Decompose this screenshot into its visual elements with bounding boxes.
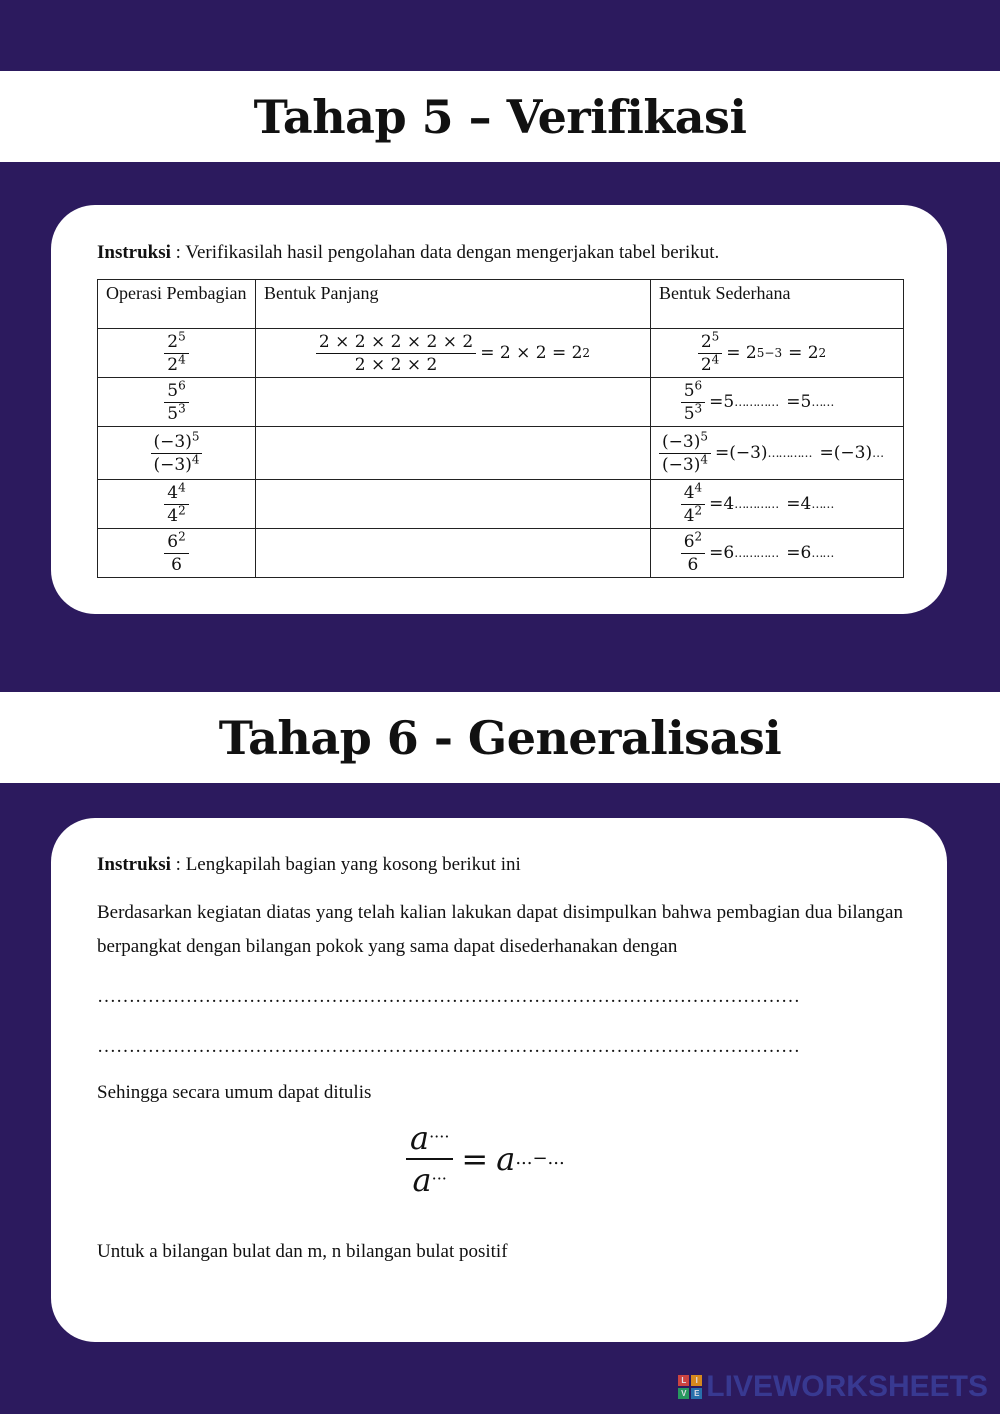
header-bentuk-panjang: Bentuk Panjang: [256, 280, 651, 329]
long-form-input-cell[interactable]: [256, 529, 651, 578]
table-row: [98, 480, 904, 529]
section5-instruction: [97, 242, 719, 264]
table-row: [98, 378, 904, 427]
table-header-row: [98, 280, 904, 329]
section6-title: Tahap 6 - Generalisasi: [218, 710, 782, 765]
liveworksheets-logo: [678, 1370, 988, 1404]
general-formula: $\frac{a^{....}}{a^{...}}$ = a ...−...: [406, 1118, 565, 1200]
operation-cell: $\frac{6^2}{6}$: [98, 529, 256, 578]
section6-title-band: [0, 692, 1000, 783]
section5-title: Tahap 5 – Verifikasi: [253, 89, 747, 144]
conclusion-paragraph: Berdasarkan kegiatan diatas yang telah kalian lakukan dapat disimpulkan bahwa pembagian dua bilangan berpangkat dengan bilangan pokok yang sama dapat disederhanakan dengan: [97, 902, 903, 957]
logo-grid-icon: L I V E: [678, 1375, 702, 1399]
operation-cell: $\frac{5^6}{5^3}$: [98, 378, 256, 427]
simple-form-cell: $\frac{6^2}{6}$ = 6 ………… = 6 ……: [651, 529, 904, 578]
simple-form-cell: $\frac{(-3)^5}{(-3)^4}$ = (−3) ………… = (−3) …: [651, 427, 904, 480]
table-row: [98, 427, 904, 480]
instruction-label: Instruksi: [97, 242, 171, 263]
footer-note: Untuk a bilangan bulat dan m, n bilangan bulat positif: [97, 1241, 508, 1262]
answer-line-2[interactable]: …………………………………………………………………………………………………: [97, 1036, 800, 1057]
operation-fraction: $\frac{2^5}{2^4}$: [164, 331, 188, 376]
section5-card: [51, 205, 947, 614]
formula-num-exp-blank[interactable]: ....: [429, 1122, 450, 1142]
long-form-input-cell[interactable]: [256, 480, 651, 529]
section5-title-band: [0, 71, 1000, 162]
table-row: [98, 529, 904, 578]
formula-den-exp-blank[interactable]: ...: [431, 1164, 447, 1184]
long-form-cell: $\frac{2 \times 2 \times 2 \times 2 \times 2}{2 \times 2 \times 2}$ = 2 × 2 = 2 2: [256, 329, 651, 378]
section6-instruction: [97, 854, 521, 876]
simple-form-cell: $\frac{2^5}{2^4}$ = 2 5−3 = 2 2: [651, 329, 904, 378]
operation-cell: $\frac{(-3)^5}{(-3)^4}$: [98, 427, 256, 480]
section6-card: [51, 818, 947, 1342]
so-text: Sehingga secara umum dapat ditulis: [97, 1082, 372, 1103]
operation-cell: $\frac{4^4}{4^2}$: [98, 480, 256, 529]
long-form-input-cell[interactable]: [256, 378, 651, 427]
long-form-input-cell[interactable]: [256, 427, 651, 480]
answer-line-1[interactable]: …………………………………………………………………………………………………: [97, 986, 800, 1007]
instruction-text: : Lengkapilah bagian yang kosong berikut ini: [175, 854, 521, 875]
logo-text: LIVEWORKSHEETS: [706, 1370, 988, 1403]
instruction-label: Instruksi: [97, 854, 171, 875]
formula-fraction: $\frac{a^{....}}{a^{...}}$: [406, 1118, 453, 1200]
table-row: [98, 329, 904, 378]
simple-form-cell: $\frac{4^4}{4^2}$ = 4 ………… = 4 ……: [651, 480, 904, 529]
header-bentuk-sederhana: Bentuk Sederhana: [651, 280, 904, 329]
operation-cell: [98, 329, 256, 378]
verification-table: [97, 279, 904, 578]
header-operasi: Operasi Pembagian: [98, 280, 256, 329]
long-form-fraction: $\frac{2 \times 2 \times 2 \times 2 \times 2}{2 \times 2 \times 2}$: [316, 331, 476, 376]
instruction-text: : Verifikasilah hasil pengolahan data dengan mengerjakan tabel berikut.: [175, 242, 720, 263]
simple-form-cell: $\frac{5^6}{5^3}$ = 5 ………… = 5 ……: [651, 378, 904, 427]
